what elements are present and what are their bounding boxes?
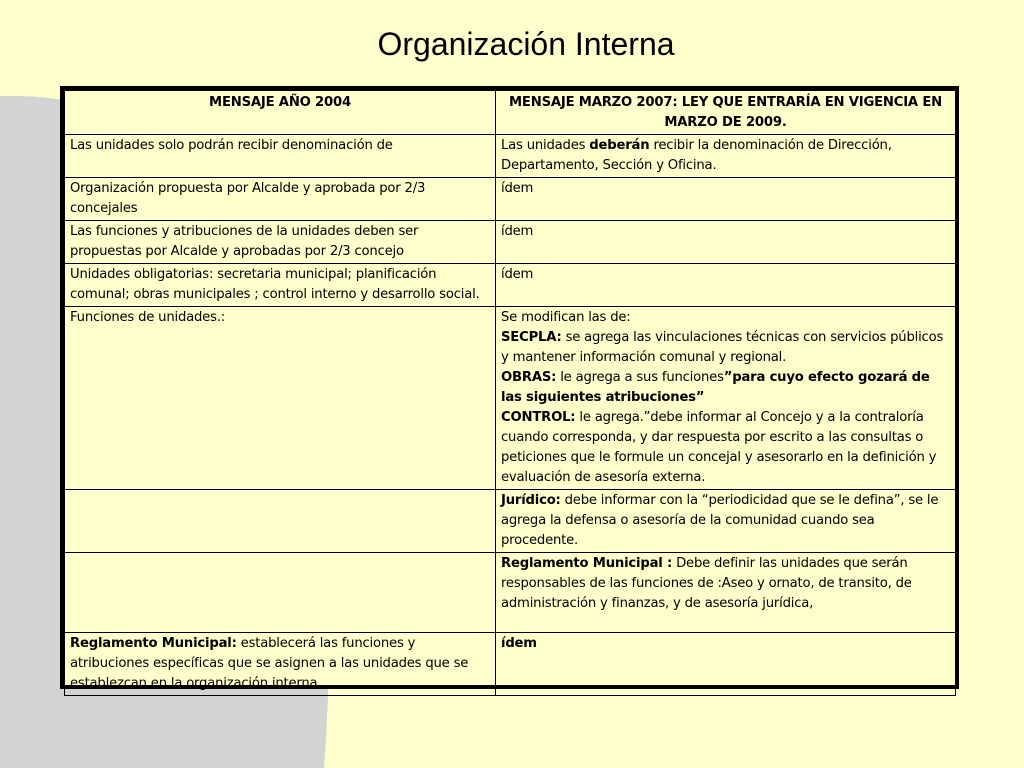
table-row [65, 553, 956, 633]
table-row [65, 633, 956, 696]
page-title: Organización Interna [377, 26, 675, 62]
table-row [65, 221, 956, 264]
header-cell-2004: MENSAJE AÑO 2004 [65, 91, 496, 135]
text-segment: se agrega las vinculaciones técnicas con servicios públicos y mantener información comunal y regional. [501, 330, 944, 365]
table-header-row [65, 91, 956, 135]
bold-segment: ídem [501, 636, 537, 651]
cell-right-functions [496, 307, 956, 490]
text-segment: Debe definir las unidades que serán responsables de las funciones de :Aseo y ornato, de transito, de administración y finanzas, y de asesoría jurídica, [501, 556, 912, 611]
cell-left [65, 490, 496, 553]
text-segment: Las unidades [501, 138, 590, 153]
text-segment: establecerá las funciones y atribuciones específicas que se asignen a las unidades que se establezcan en la organización interna. [70, 636, 469, 691]
comparison-table [64, 90, 956, 696]
juridico-label: Jurídico: [501, 493, 561, 508]
obras-label: OBRAS: [501, 370, 557, 385]
cell-right [496, 553, 956, 633]
cell-right: ídem [496, 221, 956, 264]
cell-right [496, 490, 956, 553]
table-row [65, 490, 956, 553]
table-row [65, 178, 956, 221]
reglamento-label: Reglamento Municipal : [501, 556, 673, 571]
cell-left [65, 633, 496, 696]
table-row [65, 264, 956, 307]
bold-segment: deberán [589, 138, 650, 153]
cell-right [496, 135, 956, 178]
secpla-label: SECPLA: [501, 330, 562, 345]
cell-right [496, 633, 956, 696]
cell-left: Unidades obligatorias: secretaria municipal; planificación comunal; obras municipales ; control interno y desarrollo social. [65, 264, 496, 307]
cell-left: Las unidades solo podrán recibir denominación de [65, 135, 496, 178]
cell-left [65, 553, 496, 633]
table-row [65, 135, 956, 178]
text-segment: le agrega a sus funciones [556, 370, 724, 385]
reglamento-label: Reglamento Municipal: [70, 636, 237, 651]
comparison-table-frame [60, 86, 959, 689]
cell-left: Las funciones y atribuciones de la unidades deben ser propuestas por Alcalde y aprobadas por 2/3 concejo [65, 221, 496, 264]
text-segment: recibir la denominación de Dirección, Departamento, Sección y Oficina. [501, 138, 892, 173]
bold-segment: ”para cuyo efecto gozará de las siguientes atribuciones” [501, 370, 930, 405]
text-segment: debe informar con la “periodicidad que se le defina”, se le agrega la defensa o asesoría de la comunidad cuando sea procedente. [501, 493, 939, 548]
control-label: CONTROL: [501, 410, 576, 425]
cell-left: Organización propuesta por Alcalde y aprobada por 2/3 concejales [65, 178, 496, 221]
text-segment: Se modifican las de: [501, 310, 631, 325]
cell-left: Funciones de unidades.: [65, 307, 496, 490]
table-row [65, 307, 956, 490]
cell-right: ídem [496, 178, 956, 221]
header-cell-2007: MENSAJE MARZO 2007: LEY QUE ENTRARÍA EN VIGENCIA EN MARZO DE 2009. [496, 91, 956, 135]
text-segment: le agrega.”debe informar al Concejo y a la contraloría cuando corresponda, y dar respuesta por escrito a las consultas o peticiones que le formule un concejal y asesorarlo en la definición y evaluación de asesoría externa. [501, 410, 937, 485]
cell-right: ídem [496, 264, 956, 307]
